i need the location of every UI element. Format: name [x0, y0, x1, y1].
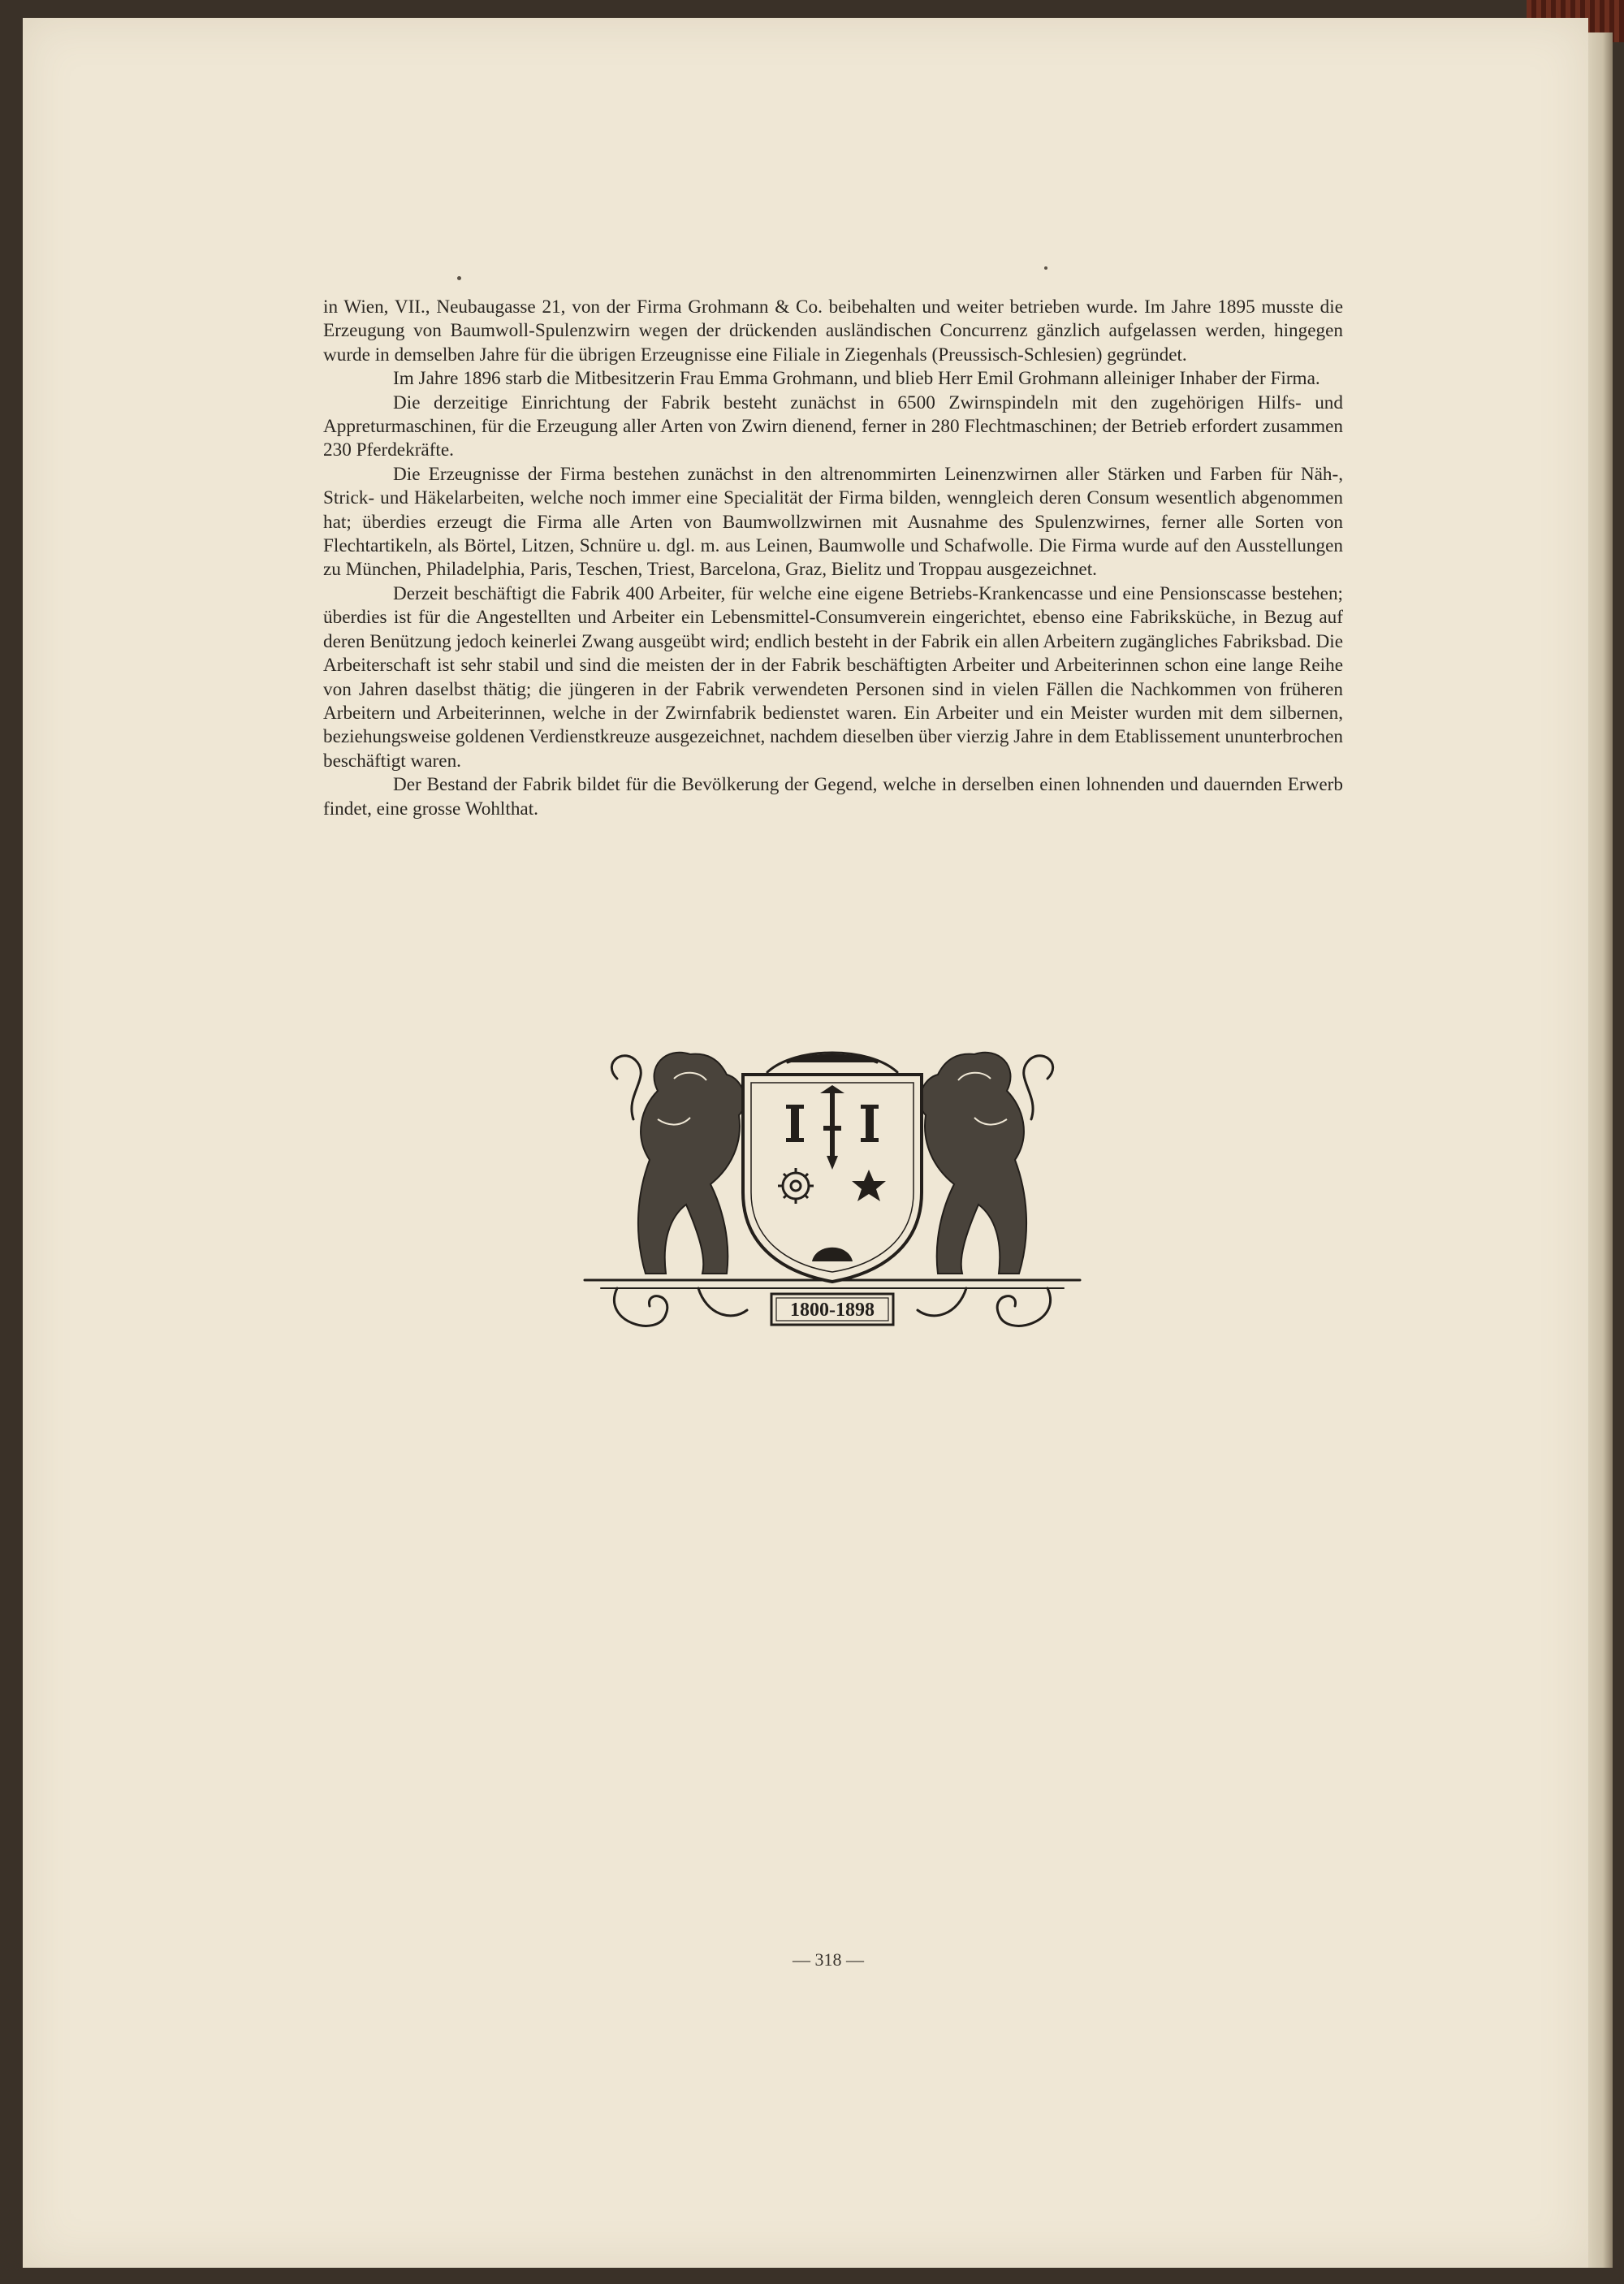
print-speck [457, 276, 461, 280]
paragraph: Die Erzeugnisse der Firma bestehen zunächst in den altrenommirten Leinenzwirnen aller Stärken und Farben für Näh-, Strick- und Häkelarbeiten, welche noch immer eine Specialität der Firma bilden, wenngleich deren Consum wesentlich abgenommen hat; überdies erzeugt die Firma alle Arten von Baumwollzwirnen mit Ausnahme des Spulenzwirnes, ferner alle Sorten von Flechtartikeln, als Börtel, Litzen, Schnüre u. dgl. m. aus Leinen, Baumwolle und Schafwolle. Die Firma wurde auf den Ausstellungen zu München, Philadelphia, Paris, Teschen, Triest, Barcelona, Graz, Bielitz und Troppau ausgezeichnet. [323, 463, 1343, 581]
year-banner [771, 1294, 893, 1325]
page-edge [1588, 32, 1613, 2268]
print-speck [1044, 266, 1047, 270]
paragraph: Derzeit beschäftigt die Fabrik 400 Arbeiter, für welche eine eigene Betriebs-Krankencasse und eine Pensionscasse bestehen; überdies ist für die Angestellten und Arbeiter ein Lebensmittel-Consumverein eingerichtet, ebenso eine Fabriksküche, in Bezug auf deren Benützung jedoch keinerlei Zwang ausgeübt wird; endlich besteht in der Fabrik ein allen Arbeitern zugängliches Fabriksbad. Die Arbeiterschaft ist sehr stabil und sind die meisten der in der Fabrik beschäftigten Arbeiter und Arbeiterinnen schon eine lange Reihe von Jahren daselbst thätig; die jüngeren in der Fabrik verwendeten Personen sind in vielen Fällen die Nachkommen von früheren Arbeitern und Arbeiterinnen, welche in der Zwirnfabrik bedienstet waren. Ein Arbeiter und ein Meister wurden mit dem silbernen, beziehungsweise goldenen Verdienstkreuze ausgezeichnet, nachdem dieselben über vierzig Jahre in dem Etablissement ununterbrochen beschäftigt waren. [323, 582, 1343, 772]
scroll-ornament [611, 1056, 641, 1119]
paragraph: Die derzeitige Einrichtung der Fabrik besteht zunächst in 6500 Zwirnspindeln mit den zugehörigen Hilfs- und Appreturmaschinen, für die Erzeugung aller Arten von Zwirn dienend, ferner in 280 Flechtmaschinen; der Betrieb erfordert zusammen 230 Pferdekräfte. [323, 391, 1343, 461]
scroll-ornament [997, 1288, 1050, 1326]
page-number: — 318 — [793, 1949, 864, 1970]
paragraph: Der Bestand der Fabrik bildet für die Bevölkerung der Gegend, welche in derselben einen lohnenden und dauernden Erwerb findet, eine grosse Wohlthat. [323, 774, 1343, 820]
lion-icon [920, 1053, 1026, 1274]
lion-icon [638, 1053, 745, 1274]
scroll-ornament [614, 1288, 667, 1326]
coat-of-arms-emblem [568, 1030, 1096, 1355]
year-label: 1800-1898 [790, 1300, 875, 1321]
paragraph: in Wien, VII., Neubaugasse 21, von der Firma Grohmann & Co. beibehalten und weiter betrieben wurde. Im Jahre 1895 musste die Erzeugung von Baumwoll-Spulenzwirn wegen der drückenden ausländischen Concurrenz gänzlich aufgelassen werden, hingegen wurde in demselben Jahre für die übrigen Erzeugnisse eine Filiale in Ziegenhals (Preussisch-Schlesien) gegründet. [323, 296, 1343, 366]
body-text [323, 296, 1343, 821]
paragraph: Im Jahre 1896 starb die Mitbesitzerin Frau Emma Grohmann, und blieb Herr Emil Grohmann alleiniger Inhaber der Firma. [393, 368, 1320, 390]
scroll-ornament [1024, 1056, 1053, 1119]
